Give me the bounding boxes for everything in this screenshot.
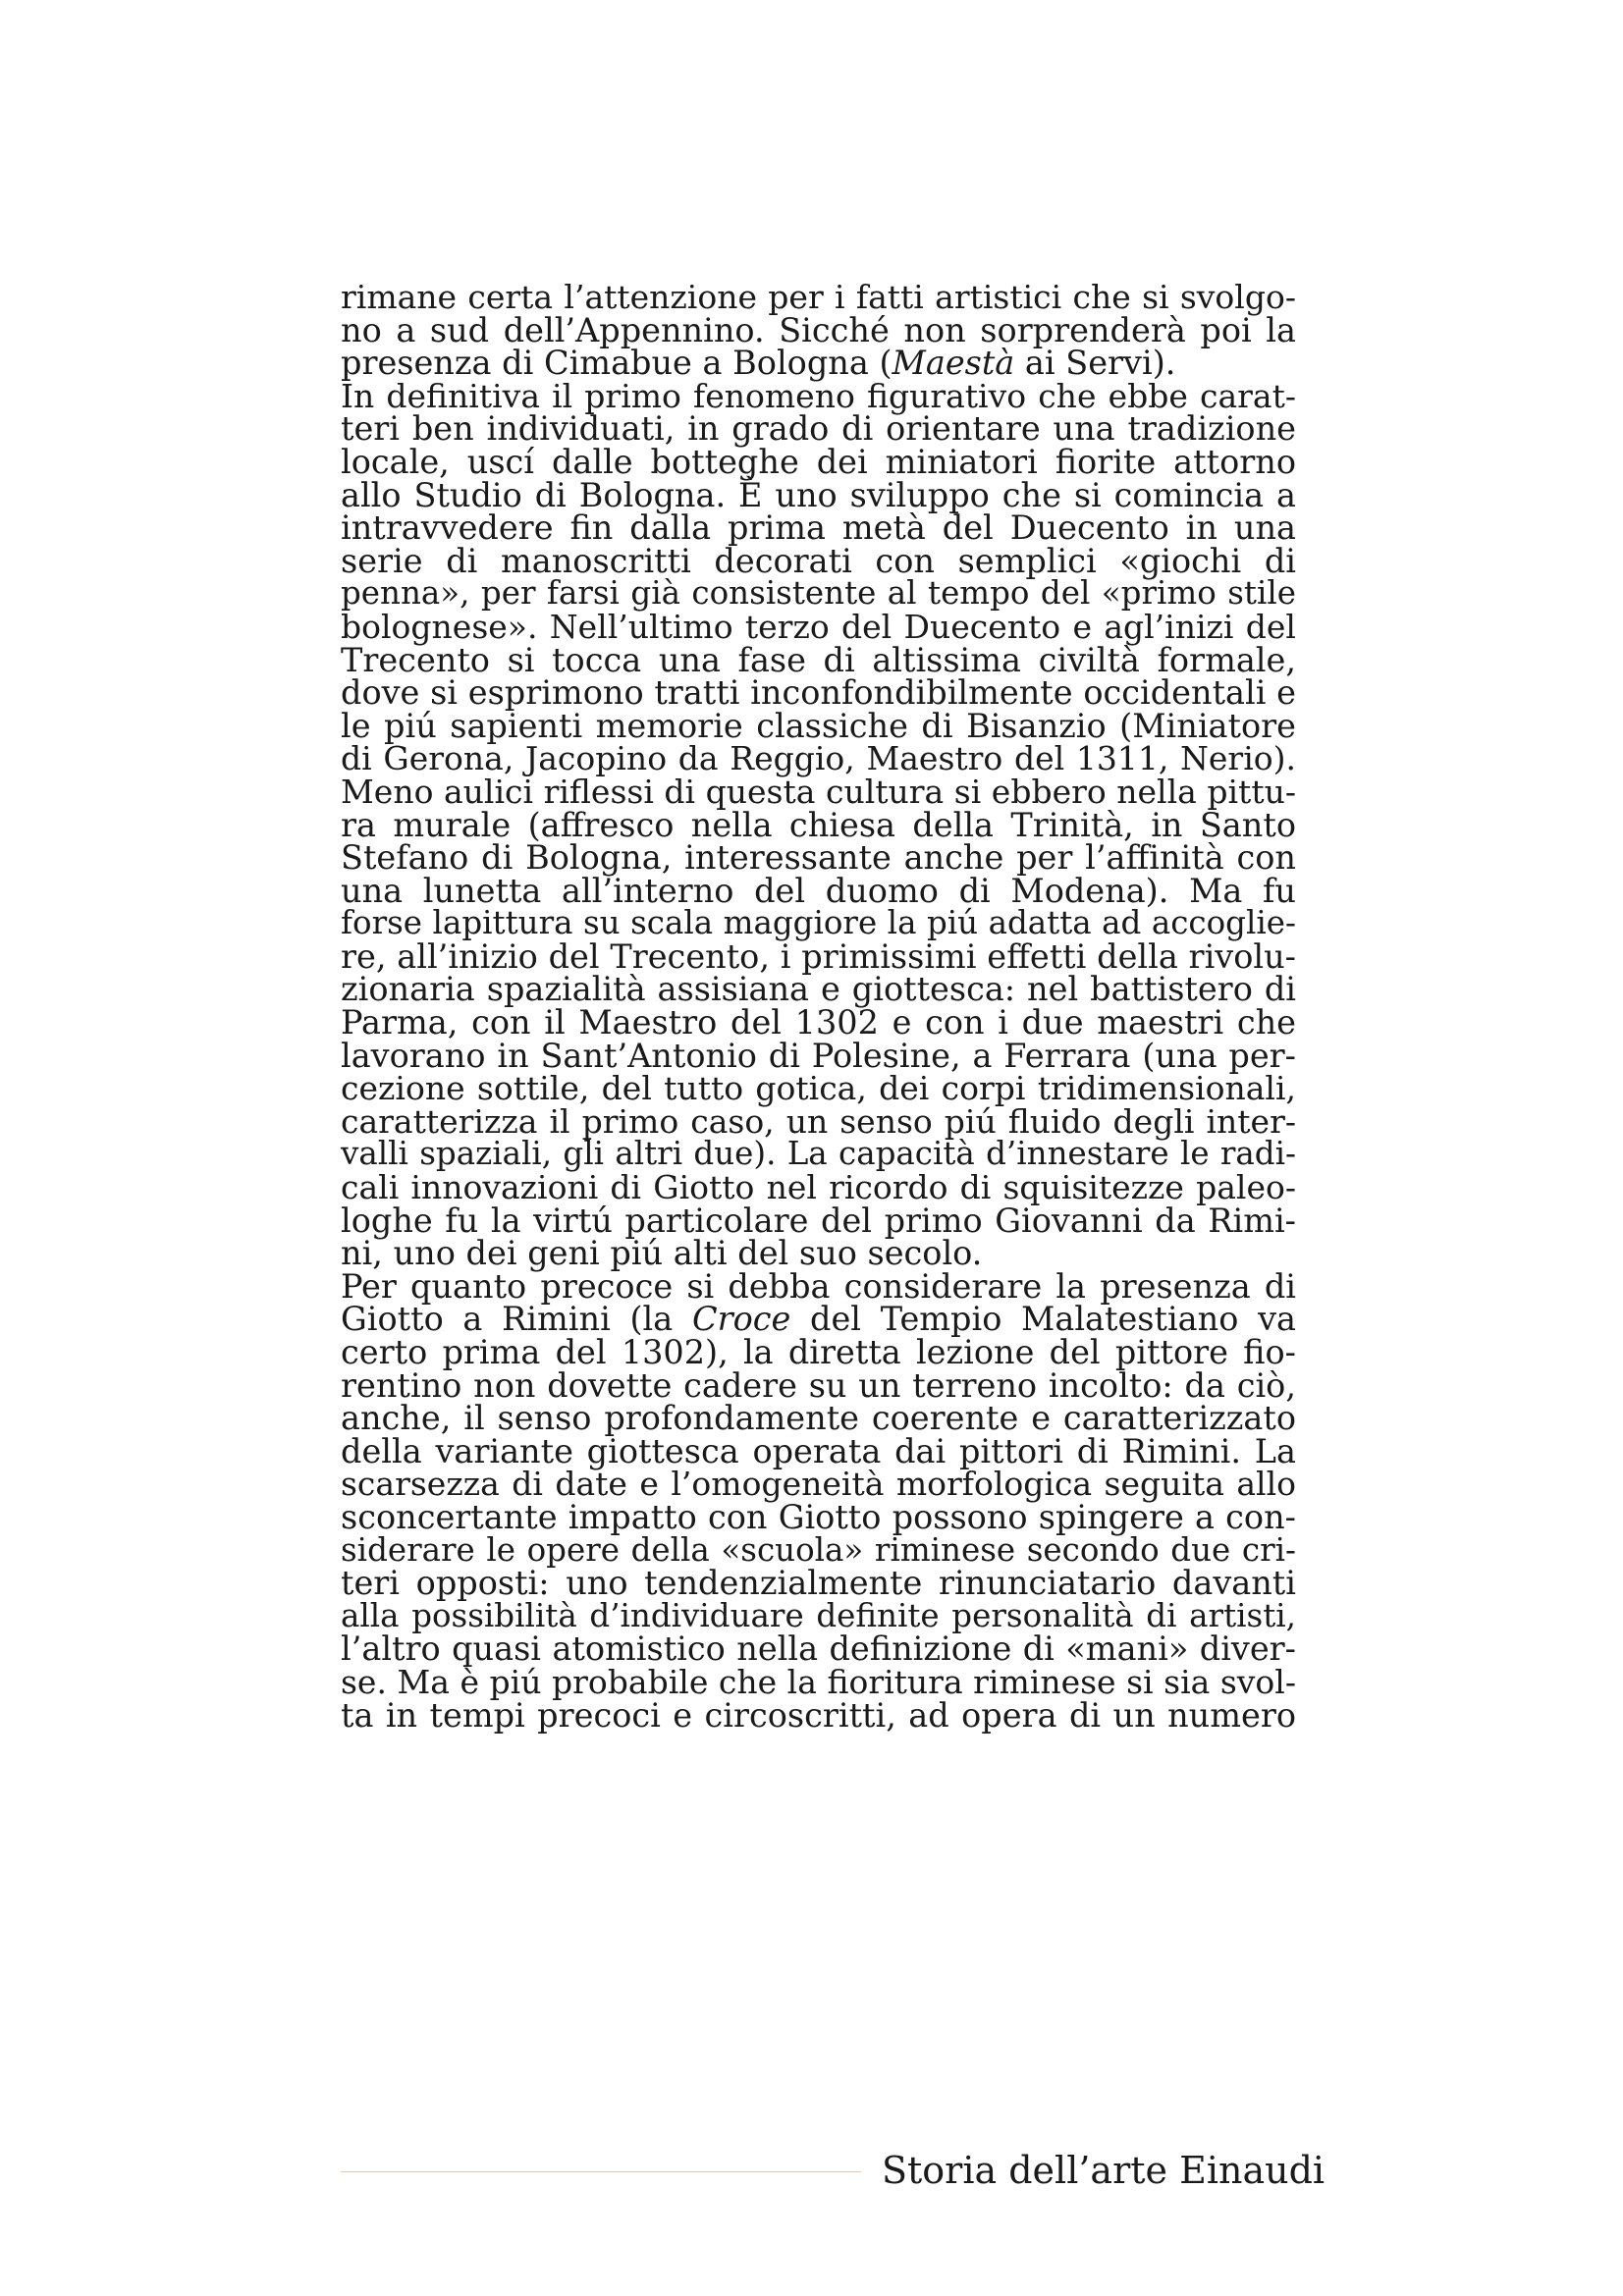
italic-title: Croce [691,1300,791,1339]
text-line: locale, uscí dalle botteghe dei miniatori fiorite attorno [341,442,1296,481]
text-line: dove si esprimono tratti inconfondibilmente occidentali e [341,673,1296,713]
text-line: lavorano in Sant’Antonio di Polesine, a Ferrara (una per- [341,1036,1296,1075]
text-line: loghe fu la virtú particolare del primo Giovanni da Rimi- [341,1201,1296,1240]
text-line: allo Studio di Bologna. È uno sviluppo che si comincia a [341,475,1296,514]
text-line: Meno aulici riflessi di questa cultura si ebbero nella pittu- [341,772,1296,811]
text-line: l’altro quasi atomistico nella definizione di «mani» diver- [341,1629,1296,1669]
text-line: certo prima del 1302), la diretta lezione del pittore fio- [341,1333,1296,1371]
text-line: teri opposti: uno tendenzialmente rinunciatario davanti [341,1564,1296,1603]
text-line: una lunetta all’interno del duomo di Modena). Ma fu [341,871,1296,910]
text-line: ni, uno dei geni piú alti del suo secolo. [341,1234,983,1273]
text-line: bolognese». Nell’ultimo terzo del Duecento e agl’inizi del [341,607,1296,646]
text-line: anche, il senso profondamente coerente e caratterizzato [341,1399,1296,1438]
text-line: siderare le opere della «scuola» riminese secondo due cri- [341,1530,1296,1569]
text-line: zionaria spazialità assisiana e giottesca: nel battistero di [341,970,1296,1009]
text-line: sconcertante impatto con Giotto possono spingere a con- [341,1497,1296,1536]
text-line: Per quanto precoce si debba considerare la presenza di [341,1266,1296,1306]
footer-rule [341,2171,861,2172]
text-line: cezione sottile, del tutto gotica, dei corpi tridimensionali, [341,1069,1296,1108]
text-line: scarsezza di date e l’omogeneità morfologica seguita allo [341,1465,1296,1504]
text-line: le piú sapienti memorie classiche di Bisanzio (Miniatore [341,706,1296,745]
text-line: caratterizza il primo caso, un senso piú fluido degli inter- [341,1101,1296,1141]
text-line: alla possibilità d’individuare definite personalità di artisti, [341,1596,1296,1634]
text-line [341,344,1296,383]
text-line: no a sud dell’Appennino. Sicché non sorprenderà poi la [341,310,1296,349]
text-line: ta in tempi precoci e circoscritti, ad opera di un numero [341,1695,1296,1735]
text-line: intravvedere fin dalla prima metà del Duecento in una [341,508,1296,548]
text-line: rentino non dovette cadere su un terreno incolto: da ciò, [341,1365,1296,1405]
text-line: re, all’inizio del Trecento, i primissimi effetti della rivolu- [341,936,1296,976]
text-line: teri ben individuati, in grado di orientare una tradizione [341,409,1296,449]
text-run: presenza di Cimabue a Bologna ( [341,344,893,383]
text-line: forse lapittura su scala maggiore la piú adatta ad accoglie- [341,904,1296,942]
text-line: ra murale (affresco nella chiesa della Trinità, in Santo [341,805,1296,844]
text-line: penna», per farsi già consistente al tempo del «primo stile [341,574,1296,613]
footer-publisher-label: Storia dell’arte Einaudi [882,2149,1325,2192]
text-line: Stefano di Bologna, interessante anche per l’affinità con [341,838,1296,878]
text-line: In definitiva il primo fenomeno figurativo che ebbe carat- [341,376,1296,415]
text-line: di Gerona, Jacopino da Reggio, Maestro del 1311, Nerio). [341,739,1296,778]
text-line: serie di manoscritti decorati con semplici «giochi di [341,541,1296,580]
body-text [341,278,1296,1735]
text-run: del Tempio Malatestiano va [790,1300,1296,1339]
text-line: Trecento si tocca una fase di altissima civiltà formale, [341,640,1296,679]
text-line: se. Ma è piú probabile che la fioritura riminese si sia svol- [341,1662,1296,1701]
text-line [341,1300,1296,1339]
text-line: valli spaziali, gli altri due). La capacità d’innestare le radi- [341,1135,1296,1173]
text-run: ai Servi). [1014,344,1176,383]
italic-title: Maestà [892,344,1015,383]
text-line: Parma, con il Maestro del 1302 e con i due maestri che [341,1003,1296,1042]
text-line: rimane certa l’attenzione per i fatti artistici che si svolgo- [341,278,1296,316]
text-line: cali innovazioni di Giotto nel ricordo di squisitezze paleo- [341,1168,1296,1207]
text-run: Giotto a Rimini (la [341,1300,692,1339]
text-line: della variante giottesca operata dai pittori di Rimini. La [341,1431,1296,1470]
